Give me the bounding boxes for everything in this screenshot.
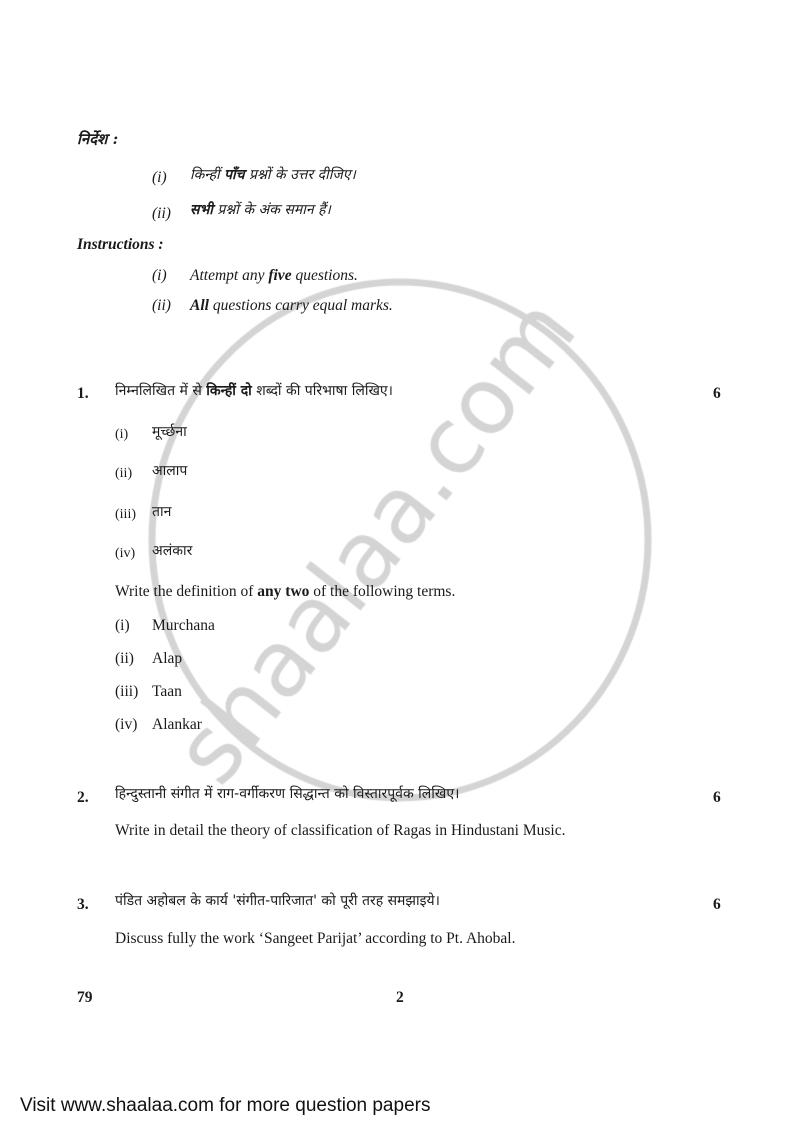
item-label: (i) [152, 267, 167, 284]
question-hindi: निम्नलिखित में से किन्हीं दो शब्दों की परिभाषा लिखिए। [115, 383, 393, 399]
question-english: Write the definition of any two of the following terms. [115, 583, 456, 600]
item-label: (ii) [115, 466, 133, 481]
question-marks: 6 [713, 385, 721, 402]
item-text: All questions carry equal marks. [190, 297, 393, 314]
item-label: (i) [115, 427, 129, 442]
question-number: 3. [77, 896, 89, 913]
question-hindi: पंडित अहोबल के कार्य 'संगीत-पारिजात' को पूरी तरह समझाइये। [115, 893, 440, 909]
item-text: किन्हीं पाँच प्रश्नों के उत्तर दीजिए। [190, 167, 356, 183]
question-english: Write in detail the theory of classification of Ragas in Hindustani Music. [115, 822, 566, 839]
item-text: Murchana [152, 617, 215, 634]
question-marks: 6 [713, 789, 721, 806]
item-text: Attempt any five questions. [190, 267, 358, 284]
item-label: (i) [152, 169, 167, 186]
item-label: (iii) [115, 683, 139, 700]
question-number: 2. [77, 789, 89, 806]
item-text: अलंकार [152, 543, 193, 559]
item-text: सभी प्रश्नों के अंक समान हैं। [190, 202, 331, 218]
item-text: Taan [152, 683, 182, 700]
item-text: Alap [152, 650, 183, 667]
item-label: (ii) [115, 650, 134, 667]
question-marks: 6 [713, 896, 721, 913]
item-label: (i) [115, 617, 130, 634]
item-text: Alankar [152, 716, 202, 733]
shaalaa-banner-link[interactable]: Visit www.shaalaa.com for more question papers [20, 1095, 431, 1116]
item-text: मूर्च्छना [152, 424, 187, 440]
item-text: तान [152, 504, 172, 520]
item-text: आलाप [152, 463, 188, 479]
item-label: (iv) [115, 546, 136, 561]
question-number: 1. [77, 385, 89, 402]
english-instructions-heading: Instructions : [77, 236, 164, 253]
paper-code: 79 [77, 989, 93, 1006]
item-label: (iv) [115, 716, 138, 733]
item-label: (ii) [152, 297, 171, 314]
question-english: Discuss fully the work ‘Sangeet Parijat’ according to Pt. Ahobal. [115, 930, 516, 947]
item-label: (iii) [115, 507, 136, 522]
question-hindi: हिन्दुस्तानी संगीत में राग-वर्गीकरण सिद्धान्त को विस्तारपूर्वक लिखिए। [115, 786, 460, 802]
hindi-instructions-heading: निर्देश : [77, 130, 119, 148]
page-number: 2 [396, 989, 404, 1006]
item-label: (ii) [152, 205, 171, 222]
